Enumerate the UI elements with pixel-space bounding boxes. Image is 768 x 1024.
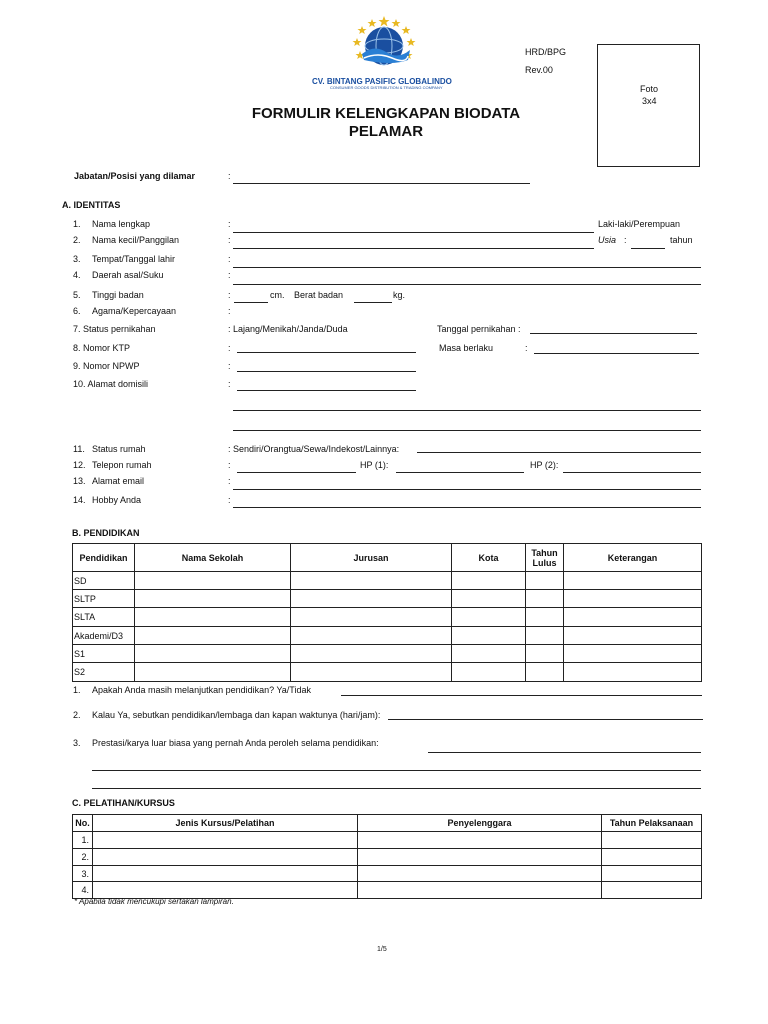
education-level: S2: [73, 663, 135, 682]
revision: Rev.00: [525, 65, 553, 75]
height-field[interactable]: [234, 302, 268, 303]
item-no: 13.: [73, 476, 86, 486]
row-no: 3.: [73, 866, 93, 882]
education-table: [72, 543, 702, 682]
education-level: SLTP: [73, 590, 135, 608]
colon: :: [228, 476, 231, 486]
marital-options[interactable]: : Lajang/Menikah/Janda/Duda: [228, 324, 348, 334]
marriage-date-field[interactable]: [530, 333, 697, 334]
question-continue-education: Apakah Anda masih melanjutkan pendidikan? Ya/Tidak: [92, 685, 311, 695]
company-logo: [352, 14, 416, 76]
row-no: 2.: [73, 849, 93, 866]
age-field[interactable]: [631, 248, 665, 249]
col-header: Penyelenggara: [358, 815, 602, 832]
marital-label: 7. Status pernikahan: [73, 324, 156, 334]
full-name-field[interactable]: [233, 232, 594, 233]
ktp-valid-field[interactable]: [534, 353, 699, 354]
weight-label: Berat badan: [294, 290, 344, 300]
section-b-heading: B. PENDIDIKAN: [72, 528, 140, 538]
question-no: 2.: [73, 710, 81, 720]
col-header: Keterangan: [564, 544, 702, 572]
table-row: [73, 645, 702, 663]
col-header: No.: [73, 815, 93, 832]
col-header: Nama Sekolah: [135, 544, 291, 572]
ktp-valid-label: Masa berlaku: [439, 343, 494, 353]
row-no: 4.: [73, 882, 93, 899]
col-header: Pendidikan: [73, 544, 135, 572]
item-no: 12.: [73, 460, 86, 470]
position-field[interactable]: [233, 183, 530, 184]
section-a-heading: A. IDENTITAS: [62, 200, 121, 210]
item-label-height: Tinggi badan: [92, 290, 144, 300]
house-label: Status rumah: [92, 444, 146, 454]
company-name: CV. BINTANG PASIFIC GLOBALINDO: [312, 77, 452, 86]
photo-box[interactable]: [597, 44, 700, 167]
item-label-full-name: Nama lengkap: [92, 219, 151, 229]
table-row: [73, 590, 702, 608]
education-level: S1: [73, 645, 135, 663]
colon: :: [228, 495, 231, 505]
col-header: Jurusan: [291, 544, 452, 572]
address-field-1[interactable]: [237, 390, 416, 391]
npwp-label: 9. Nomor NPWP: [73, 361, 140, 371]
item-no: 6.: [73, 306, 81, 316]
age-unit: tahun: [670, 235, 693, 245]
hobby-label: Hobby Anda: [92, 495, 142, 505]
answer-achievement-3[interactable]: [92, 788, 701, 789]
table-row: [73, 627, 702, 645]
row-no: 1.: [73, 832, 93, 849]
colon: :: [228, 219, 231, 229]
item-label-birth: Tempat/Tanggal lahir: [92, 254, 176, 264]
company-tagline: CONSUMER GOODS DISTRIBUTION & TRADING COMPANY: [330, 85, 443, 90]
section-c-heading: C. PELATIHAN/KURSUS: [72, 798, 175, 808]
item-label-religion: Agama/Kepercayaan: [92, 306, 177, 316]
birth-field[interactable]: [233, 267, 701, 268]
item-no: 4.: [73, 270, 81, 280]
item-no: 14.: [73, 495, 86, 505]
colon: :: [228, 343, 231, 353]
ktp-label: 8. Nomor KTP: [73, 343, 131, 353]
answer-education-detail[interactable]: [388, 719, 703, 720]
position-label: Jabatan/Posisi yang dilamar: [74, 171, 196, 181]
education-level: SLTA: [73, 608, 135, 627]
address-field-3[interactable]: [233, 430, 701, 431]
hp2-field[interactable]: [563, 472, 701, 473]
answer-continue-education[interactable]: [341, 695, 702, 696]
hp1-label: HP (1):: [360, 460, 389, 470]
gender-options[interactable]: Laki-laki/Perempuan: [598, 219, 681, 229]
doc-code: HRD/BPG: [525, 47, 567, 57]
weight-unit: kg.: [393, 290, 406, 300]
item-no: 2.: [73, 235, 81, 245]
table-row: [73, 882, 702, 899]
question-achievement: Prestasi/karya luar biasa yang pernah Anda peroleh selama pendidikan:: [92, 738, 379, 748]
npwp-field[interactable]: [237, 371, 416, 372]
question-no: 1.: [73, 685, 81, 695]
address-label: 10. Alamat domisili: [73, 379, 149, 389]
colon: :: [624, 235, 627, 245]
page-number: 1/5: [377, 946, 387, 953]
item-no: 1.: [73, 219, 81, 229]
colon: :: [228, 290, 231, 300]
item-no: 5.: [73, 290, 81, 300]
col-header: Tahun Pelaksanaan: [602, 815, 702, 832]
address-field-2[interactable]: [233, 410, 701, 411]
training-table: [72, 814, 702, 899]
photo-size: 3x4: [642, 96, 657, 106]
origin-field[interactable]: [233, 284, 701, 285]
colon: :: [228, 270, 231, 280]
colon: :: [525, 343, 528, 353]
hp2-label: HP (2):: [530, 460, 559, 470]
item-label-nickname: Nama kecil/Panggilan: [92, 235, 180, 245]
question-education-detail: Kalau Ya, sebutkan pendidikan/lembaga dan kapan waktunya (hari/jam):: [92, 710, 381, 720]
form-title-line2: PELAMAR: [348, 123, 424, 140]
table-row: [73, 866, 702, 882]
hp1-field[interactable]: [396, 472, 524, 473]
nickname-field[interactable]: [233, 248, 594, 249]
colon: :: [228, 235, 231, 245]
col-header: Jenis Kursus/Pelatihan: [93, 815, 358, 832]
phone-field[interactable]: [237, 472, 356, 473]
marriage-date-label: Tanggal pernikahan :: [437, 324, 521, 334]
table-row: [73, 832, 702, 849]
email-field[interactable]: [233, 489, 701, 490]
table-row: [73, 663, 702, 682]
colon: :: [228, 379, 231, 389]
col-header: Kota: [452, 544, 526, 572]
item-label-origin: Daerah asal/Suku: [92, 270, 164, 280]
colon: :: [228, 306, 231, 316]
email-label: Alamat email: [92, 476, 145, 486]
form-title-line1: FORMULIR KELENGKAPAN BIODATA: [251, 105, 521, 122]
height-unit: cm.: [270, 290, 285, 300]
colon: :: [228, 254, 231, 264]
form-title: [200, 105, 572, 141]
answer-achievement-2[interactable]: [92, 770, 701, 771]
colon: :: [228, 361, 231, 371]
question-no: 3.: [73, 738, 81, 748]
table-row: [73, 608, 702, 627]
ktp-field[interactable]: [237, 352, 416, 353]
weight-field[interactable]: [354, 302, 392, 303]
item-no: 3.: [73, 254, 81, 264]
training-note: * Apabila tidak mencukupi sertakan lampiran.: [74, 897, 234, 906]
answer-achievement-1[interactable]: [428, 752, 701, 753]
education-level: Akademi/D3: [73, 627, 135, 645]
age-label: Usia: [598, 235, 617, 245]
phone-label: Telepon rumah: [92, 460, 152, 470]
table-row: [73, 572, 702, 590]
photo-label: Foto: [640, 84, 659, 94]
education-level: SD: [73, 572, 135, 590]
colon: :: [228, 460, 231, 470]
house-options[interactable]: : Sendiri/Orangtua/Sewa/Indekost/Lainnya:: [228, 444, 400, 454]
colon: :: [228, 171, 231, 181]
hobby-field[interactable]: [233, 507, 701, 508]
house-other-field[interactable]: [417, 452, 701, 453]
table-row: [73, 849, 702, 866]
item-no: 11.: [73, 444, 85, 454]
col-header: Tahun Lulus: [526, 544, 564, 572]
